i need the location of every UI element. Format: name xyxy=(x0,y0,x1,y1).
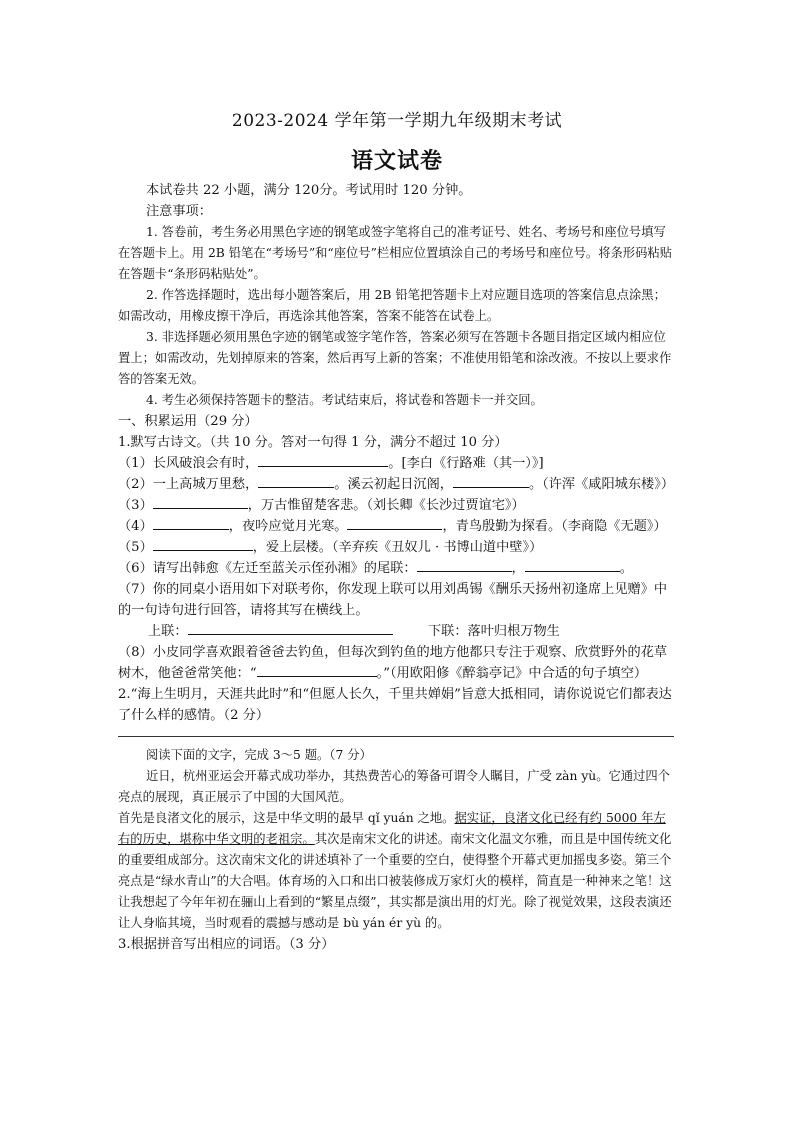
q1-item-8-text-b: 。”（用欧阳修《醉翁亭记》中合适的句子填空） xyxy=(376,666,648,681)
q1-item-1-text-a: （1）长风破浪会有时， xyxy=(118,456,259,471)
reading-para-2-b: 其次是南宋文化的讲述。南宋文化温文尔雅，而且是中国传统文化的重要组成部分。这次南宋文化的讲述填补了一个重要的空白，使得整个开幕式更加摇曳多姿。第三个亮点是“绿水青山”的大合唱。体育场的入口和出口被装修成万家灯火的模样，简直是一种神来之笔！这让我想起了今年年初在骊山上看到的“繁星点缀”，其实都是演出用的灯光。除了视觉效果，这段表演还让人身临其境，当时观看的震撼与感动是 bù yán ér yù 的。 xyxy=(118,832,672,930)
q1-item-6-text-b: ， xyxy=(511,561,525,576)
answer-blank[interactable] xyxy=(153,516,229,530)
q1-item-2-text-b: 。溪云初起日沉阁， xyxy=(334,477,453,492)
reading-intro: 阅读下面的文字，完成 3～5 题。（7 分） xyxy=(146,748,372,762)
q1-item-5-text-a: （5） xyxy=(118,540,153,555)
note-4: 4. 考生必须保持答题卡的整洁。考试结束后，将试卷和答题卡一并交回。 xyxy=(146,393,543,407)
q1-item-3 xyxy=(118,495,678,516)
reading-para-2 xyxy=(118,808,678,934)
answer-blank[interactable] xyxy=(453,474,529,488)
q1-item-5 xyxy=(118,537,678,558)
q1-item-2-text-c: 。（许浑《咸阳城东楼》） xyxy=(528,477,675,492)
q1-item-2-text-a: （2）一上高城万里愁， xyxy=(118,477,259,492)
couplet-upper xyxy=(148,621,428,642)
q1-item-3-text-b: ，万古惟留楚客悲。（刘长卿《长沙过贾谊宅》） xyxy=(247,498,525,513)
couplet-upper-label: 上联： xyxy=(148,624,188,639)
exam-title: 2023-2024 学年第一学期九年级期末考试 xyxy=(231,111,563,131)
couplet-lower: 下联：落叶归根万物生 xyxy=(428,624,560,639)
q1-item-8-text-a: （8）小皮同学喜欢跟着爸爸去钓鱼，但每次到钓鱼的地方他都只专注于观察、欣赏野外的花草树木，他爸爸常笑他：“ xyxy=(118,645,668,681)
answer-blank[interactable] xyxy=(417,558,512,572)
q1-item-1 xyxy=(118,453,678,474)
underlined-sentence: 据实证，良渚文化已经有约 5000 年左右的历史，堪称中华文明的老祖宗。 xyxy=(118,811,666,846)
q1-item-8 xyxy=(118,642,678,684)
q1-prompt: 1.默写古诗文。（共 10 分。答对一句得 1 分，满分不超过 10 分） xyxy=(118,435,508,450)
q1-item-2 xyxy=(118,474,678,495)
answer-blank[interactable] xyxy=(257,663,377,677)
q1-item-4-text-c: ，青鸟殷勤为探看。（李商隐《无题》） xyxy=(442,519,667,534)
answer-blank[interactable] xyxy=(188,621,393,635)
note-2: 2. 作答选择题时，选出每小题答案后，用 2B 铅笔把答题卡上对应题目选项的答案信息点涂黑；如需改动，用橡皮擦干净后，再选涂其他答案，答案不能答在试卷上。 xyxy=(118,288,666,323)
answer-blank[interactable] xyxy=(153,495,248,509)
reading-para-2-a: 首先是良渚文化的展示，这是中华文明的最早 qǐ yuán 之地。 xyxy=(118,811,455,825)
q1-item-6 xyxy=(118,558,678,579)
answer-blank[interactable] xyxy=(525,558,620,572)
answer-blank[interactable] xyxy=(347,516,442,530)
answer-blank[interactable] xyxy=(153,537,253,551)
q2-prompt: 2.“海上生明月，天涯共此时”和“但愿人长久，千里共婵娟”旨意大抵相同，请你说说它们都表达了什么样的感情。（2 分） xyxy=(118,687,672,723)
answer-blank[interactable] xyxy=(258,474,334,488)
q1-item-3-text-a: （3） xyxy=(118,498,153,513)
exam-summary: 本试卷共 22 小题，满分 120分。考试用时 120 分钟。 xyxy=(146,183,472,198)
q1-item-4 xyxy=(118,516,678,537)
q1-item-7: （7）你的同桌小语用如下对联考你，你发现上联可以用刘禹锡《酬乐天扬州初逢席上见赠》中的一句诗句进行回答，请将其写在横线上。 xyxy=(118,582,668,618)
q1-item-1-text-b: 。[李白《行路难（其一）》] xyxy=(388,456,544,471)
paper-title: 语文试卷 xyxy=(350,148,443,174)
couplet-row xyxy=(118,621,678,642)
section-heading: 一、积累运用（29 分） xyxy=(118,414,258,429)
section-divider xyxy=(118,736,674,737)
q1-item-6-text-c: 。 xyxy=(619,561,633,576)
q1-item-4-text-b: ，夜吟应觉月光寒。 xyxy=(228,519,348,534)
answer-blank[interactable] xyxy=(258,453,388,467)
q1-item-5-text-b: ，爱上层楼。（辛弃疾《丑奴儿 · 书博山道中壁》） xyxy=(252,540,543,555)
q3-prompt: 3.根据拼音写出相应的词语。（3 分） xyxy=(118,937,335,952)
note-1: 1. 答卷前，考生务必用黑色字迹的钢笔或签字笔将自己的准考证号、姓名、考场号和座位号填写在答题卡上。用 2B 铅笔在“考场号”和“座位号”栏相应位置填涂自己的考场号和座位号。将条形码粘贴在答题卡“条形码粘贴处”。 xyxy=(118,225,672,281)
notes-heading: 注意事项： xyxy=(146,204,212,219)
reading-para-1: 近日，杭州亚运会开幕式成功举办，其热费苦心的筹备可谓令人瞩目，广受 zàn yù。它通过四个亮点的展现，真正展示了中国的大国风范。 xyxy=(118,769,670,804)
exam-body xyxy=(118,180,678,955)
q1-item-4-text-a: （4） xyxy=(118,519,153,534)
q1-item-6-text-a: （6）请写出韩愈《左迁至蓝关示侄孙湘》的尾联： xyxy=(118,561,417,576)
note-3: 3. 非选择题必须用黑色字迹的钢笔或签字笔作答，答案必须写在答题卡各题目指定区域内相应位置上；如需改动，先划掉原来的答案，然后再写上新的答案；不准使用铅笔和涂改液。不按以上要求作答的答案无效。 xyxy=(118,330,672,386)
